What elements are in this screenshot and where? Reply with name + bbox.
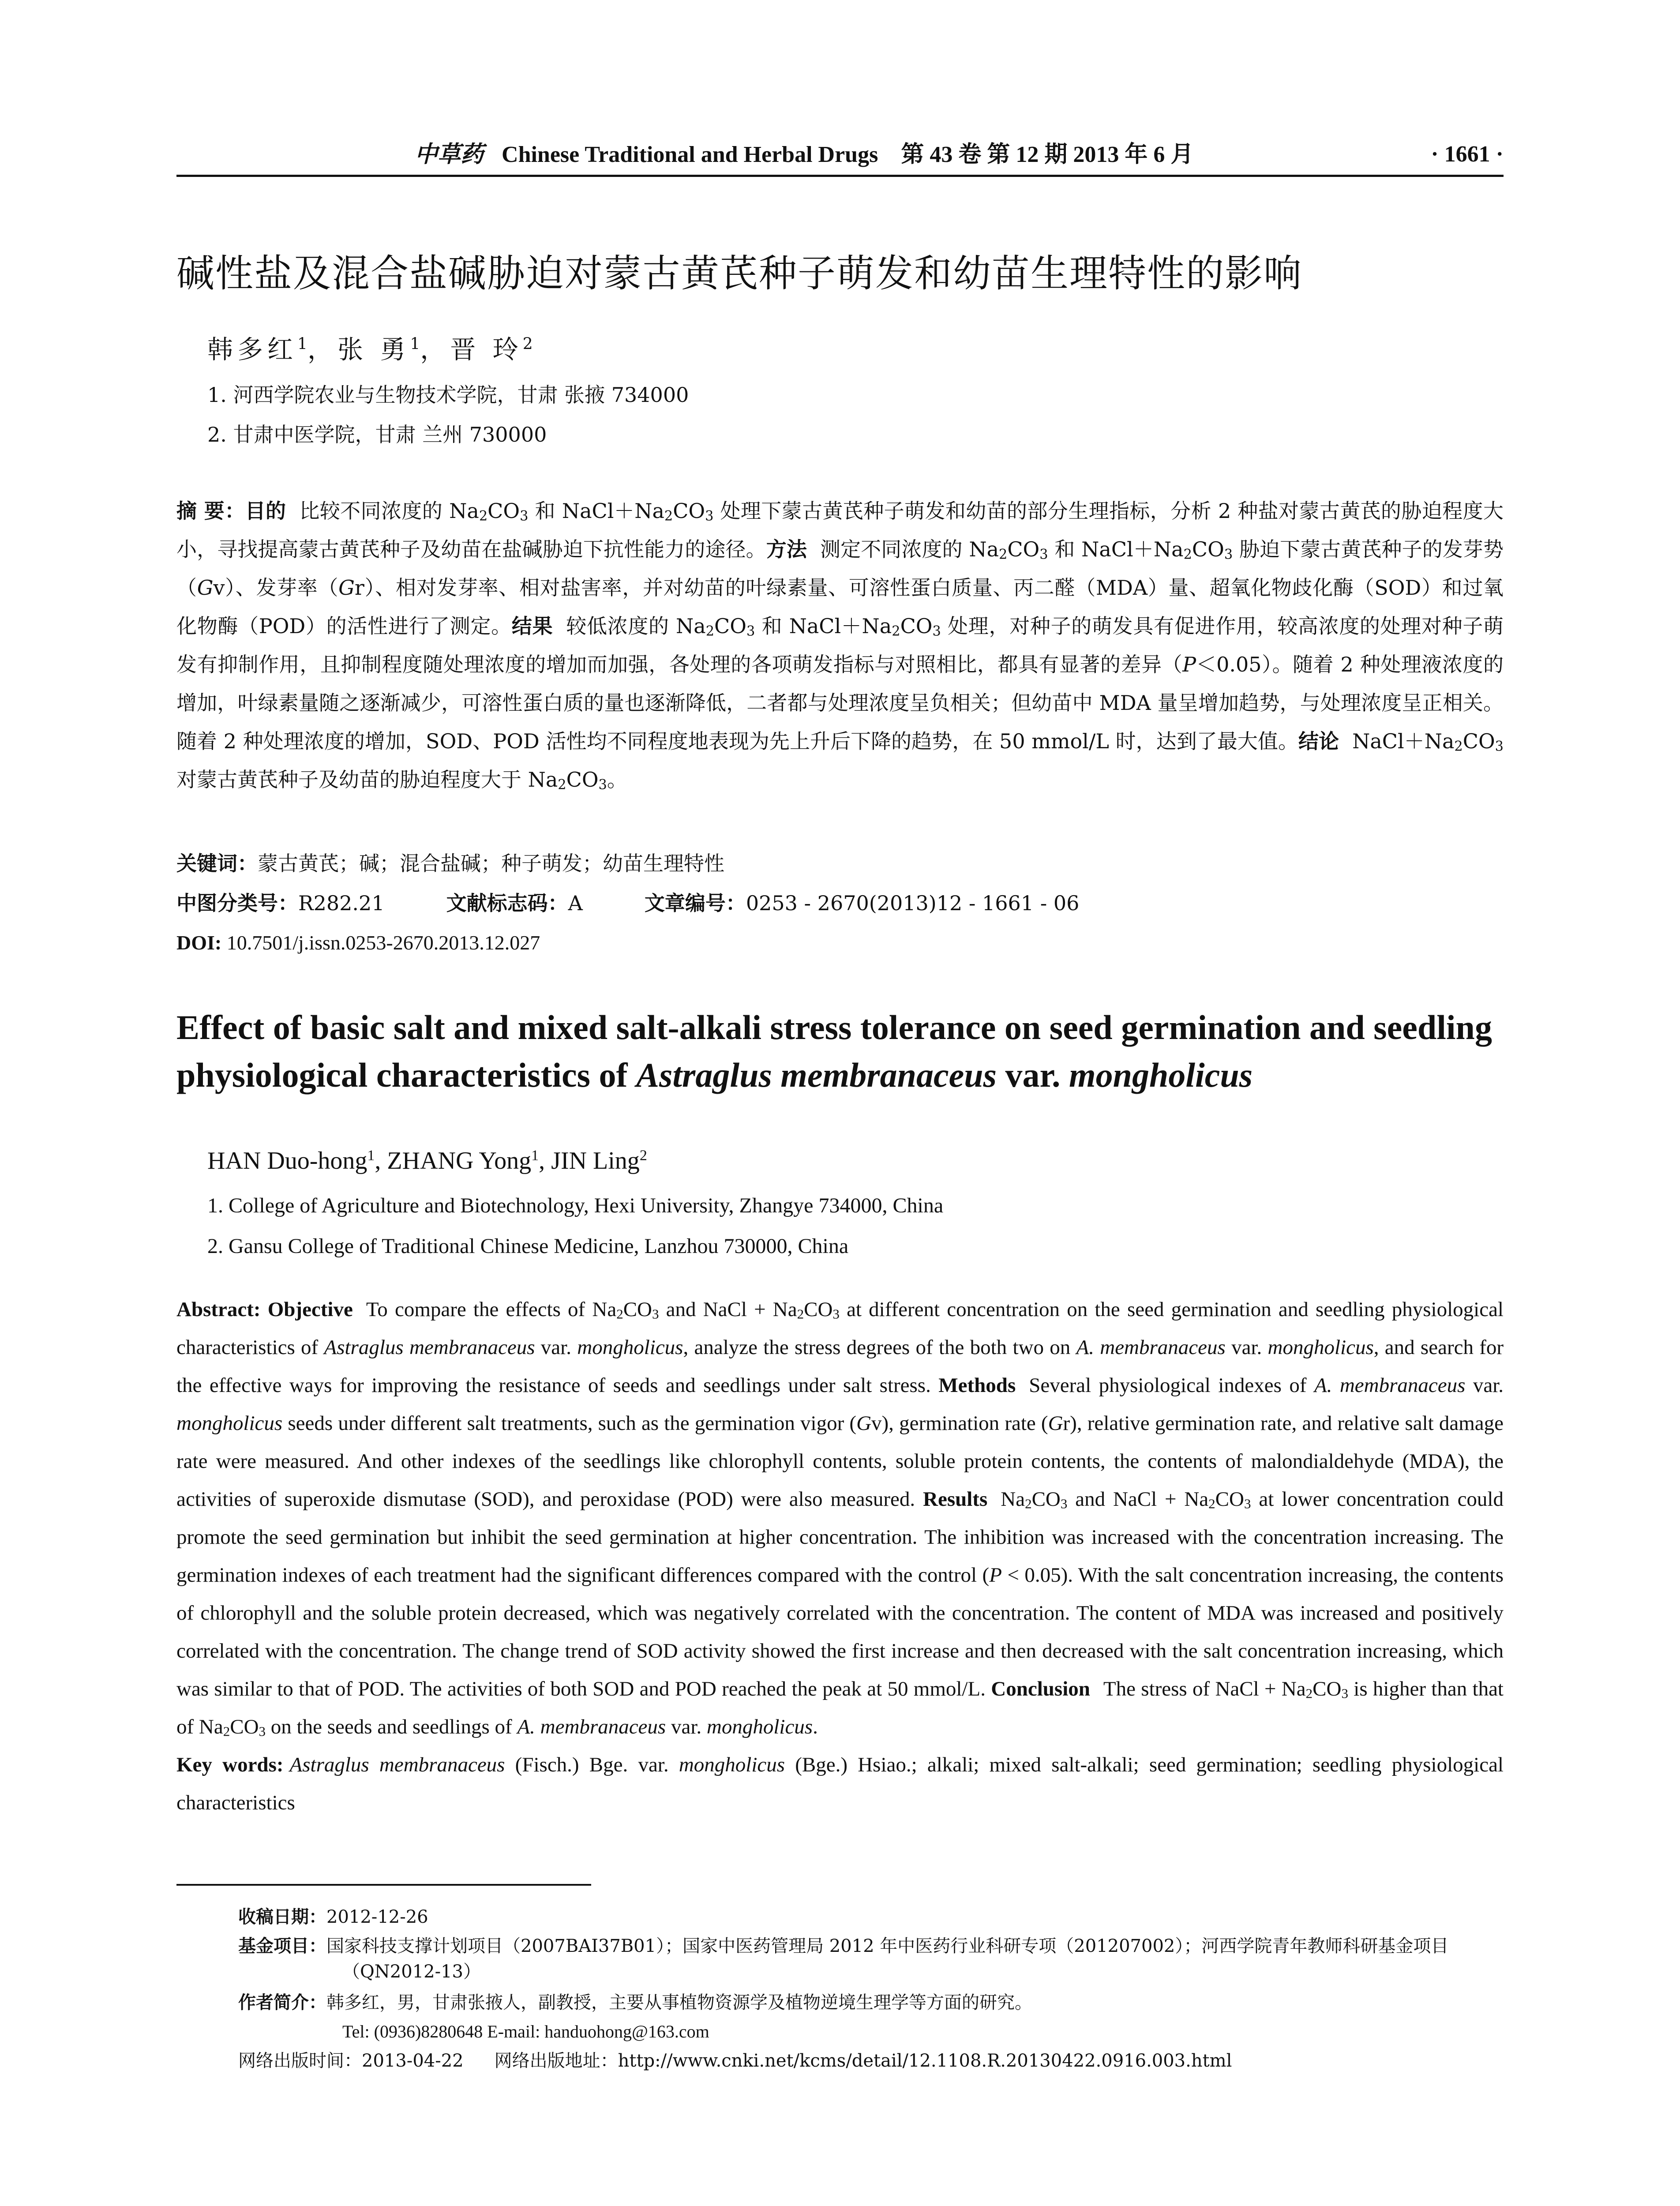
received-label: 收稿日期： [238, 1907, 326, 1927]
variety-name: mongholicus [176, 1412, 283, 1435]
footnote-received [238, 1904, 1504, 1930]
subscript: 2 [1305, 1685, 1313, 1701]
abstract-italic: G [1048, 1412, 1063, 1435]
article-number-label: 文章编号： [644, 891, 746, 915]
abstract-text: < 0.05). With the salt concentration increasing, the contents of chlorophyll and the soluble protein decreased, which was negatively correlated with the concentration. The content of MDA was increased and positively correlated with the concentration. The change trend of SOD activity showed the first increase and then decreased with the salt concentration increasing, which was similar to that of POD. The activities of both SOD and POD reached the peak at 50 mmol/L. [176, 1564, 1504, 1700]
keywords-cn [176, 849, 724, 878]
abstract-text: and NaCl + Na [1067, 1488, 1209, 1511]
abstract-text: 胁迫下蒙古黄芪种子的发芽势（ [176, 537, 1504, 600]
conclusion-label: 结论 [1298, 729, 1339, 753]
subscript: 2 [1454, 739, 1463, 754]
author-affiliation-mark: 1 [297, 335, 308, 353]
objective-label: 目的 [245, 499, 286, 523]
journal-cn-name: 中草药 [415, 141, 484, 168]
abstract-text: CO [1312, 1677, 1342, 1700]
abstract-text: v）、发芽率（ [213, 576, 339, 600]
title-en-text: Effect of basic salt and mixed salt-alkali stress tolerance on seed germination and seedling physiological characteristics of [176, 1008, 1492, 1094]
abstract-text: 和 NaCl＋Na [755, 614, 892, 638]
keywords-cn-label: 关键词： [176, 852, 258, 875]
abstract-italic: G [197, 576, 214, 600]
subscript: 2 [558, 777, 566, 793]
abstract-text: 处理，对种子的萌发具有促进作用，较高浓度的处理对种子萌发有抑制作用，且抑制程度随处理浓度的增加而加强，各处理的各项萌发指标与对照相比，都具有显著的差异（ [176, 614, 1504, 676]
header-rule [176, 175, 1504, 177]
species-name: A. membranaceus [1076, 1336, 1226, 1359]
classification-line [176, 889, 1079, 917]
subscript: 2 [1025, 1496, 1032, 1512]
abstract-text: To compare the effects of Na [366, 1298, 617, 1321]
subscript: 2 [892, 623, 900, 639]
abstract-text: v), germination rate ( [871, 1412, 1048, 1435]
abstract-italic: P [989, 1564, 1002, 1587]
journal-line [415, 140, 1193, 169]
author-en: HAN Duo-hong [207, 1147, 368, 1174]
journal-en-name: Chinese Traditional and Herbal Drugs [502, 142, 878, 167]
bio-label: 作者简介： [238, 1992, 326, 2013]
abstract-text: , and search for the effective ways for improving the resistance of seeds and seedlings under salt stress. [176, 1336, 1504, 1397]
conclusion-label-en: Conclusion [991, 1677, 1090, 1700]
abstract-text: CO [1192, 537, 1224, 561]
affiliation-en: 2. Gansu College of Traditional Chinese Medicine, Lanzhou 730000, China [207, 1234, 849, 1258]
title-en-species: Astraglus membranaceus [636, 1056, 997, 1094]
abstract-en-label: Abstract: Objective [176, 1298, 353, 1321]
page-number: · 1661 · [1431, 142, 1504, 167]
affiliation-en: 1. College of Agriculture and Biotechnology, Hexi University, Zhangye 734000, China [207, 1194, 944, 1217]
abstract-text: 测定不同浓度的 Na [820, 537, 999, 561]
article-number-value: 0253 - 2670(2013)12 - 1661 - 06 [746, 891, 1080, 915]
subscript: 2 [223, 1723, 230, 1739]
subscript: 2 [616, 1306, 623, 1322]
abstract-text: CO [804, 1298, 833, 1321]
author-affiliation-mark: 1 [410, 335, 420, 353]
abstract-text: 比较不同浓度的 Na [299, 499, 479, 523]
abstract-text: seeds under different salt treatments, such as the germination vigor ( [282, 1412, 857, 1435]
fund-text: 国家科技支撑计划项目（2007BAI37B01）；国家中医药管理局 2012 年中医药行业科研专项（201207002）；河西学院青年教师科研基金项目（QN2012-13） [326, 1936, 1449, 1982]
keywords-en-text: (Fisch.) Bge. var. [505, 1753, 679, 1776]
abstract-text: CO [1007, 537, 1040, 561]
abstract-text: ＜0.05）。随着 2 种处理液浓度的增加，叶绿素量随之逐渐减少，可溶性蛋白质的量也逐渐降低，二者都与处理浓度呈负相关；但幼苗中 MDA 量呈增加趋势，与处理浓度呈正相关。随着 2 种处理浓度的增加，SOD、POD 活性均不同程度地表现为先上升后下降的趋势，在 50 mmol/L 时，达到了最大值。 [176, 653, 1504, 753]
received-date: 2012-12-26 [326, 1907, 428, 1927]
subscript: 3 [1039, 547, 1048, 563]
abstract-text: CO [714, 614, 746, 638]
footnote-online [238, 2048, 1504, 2074]
fund-label: 基金项目： [238, 1936, 326, 1956]
abstract-text: 和 NaCl＋Na [1048, 537, 1184, 561]
clc-label: 中图分类号： [176, 891, 298, 915]
subscript: 3 [520, 508, 529, 524]
author-cn: 晋 玲 [450, 334, 523, 364]
abstract-text: and NaCl + Na [659, 1298, 797, 1321]
footnote-bio [238, 1990, 1504, 2015]
abstract-text: var. [535, 1336, 578, 1359]
subscript: 3 [1224, 547, 1233, 563]
abstract-text: The stress of NaCl + Na [1103, 1677, 1306, 1700]
clc-value: R282.21 [298, 891, 385, 915]
abstract-text: var. [666, 1715, 707, 1738]
abstract-text: NaCl＋Na [1352, 729, 1455, 753]
subscript: 3 [705, 508, 714, 524]
abstract-text: 处理下蒙古黄芪种子萌发和幼苗的部分生理指标，分析 2 种盐对蒙古黄芪的胁迫程度大小，寻找提高蒙古黄芪种子及幼苗在盐碱胁迫下抗性能力的途径。 [176, 499, 1504, 561]
abstract-text: CO [230, 1715, 259, 1738]
species-name: Astraglus membranaceus [289, 1753, 505, 1776]
doc-code-label: 文献标志码： [446, 891, 568, 915]
abstract-text: 。 [607, 768, 627, 792]
variety-name: mongholicus [706, 1715, 813, 1738]
abstract-text: Several physiological indexes of [1029, 1374, 1314, 1397]
abstract-cn [176, 492, 1504, 799]
online-time: 2013-04-22 [362, 2051, 464, 2071]
doi-value: 10.7501/j.issn.0253-2670.2013.12.027 [226, 931, 540, 954]
results-label-en: Results [923, 1488, 988, 1511]
abstract-text: at different concentration on the seed germination and seedling physiological characteristics of [176, 1298, 1504, 1359]
footnote-contact: Tel: (0936)8280648 E-mail: handuohong@163.com [342, 2022, 709, 2041]
variety-name: mongholicus [577, 1336, 683, 1359]
abstract-italic: P [1182, 653, 1196, 676]
abstract-en [176, 1291, 1504, 1822]
keywords-en-label: Key words: [176, 1753, 284, 1776]
abstract-text: is higher than that of Na [176, 1677, 1504, 1738]
abstract-text: 和 NaCl＋Na [528, 499, 664, 523]
subscript: 3 [259, 1723, 266, 1739]
author-en: JIN Ling [551, 1147, 640, 1174]
abstract-italic: G [338, 576, 355, 600]
abstract-text: CO [623, 1298, 652, 1321]
online-url-label: 网络出版地址： [494, 2051, 618, 2071]
online-url-link[interactable]: http://www.cnki.net/kcms/detail/12.1108.R.20130422.0916.003.html [618, 2051, 1232, 2071]
abstract-text: CO [1031, 1488, 1061, 1511]
doi-line [176, 929, 540, 957]
doi-label: DOI: [176, 931, 222, 954]
abstract-text: CO [1462, 729, 1495, 753]
abstract-text: on the seeds and seedlings of [266, 1715, 518, 1738]
results-label: 结果 [511, 614, 553, 638]
abstract-text: CO [673, 499, 705, 523]
abstract-text: . [813, 1715, 818, 1738]
abstract-text: var. [1465, 1374, 1504, 1397]
footnote-rule [176, 1884, 591, 1886]
subscript: 3 [932, 623, 941, 639]
subscript: 2 [999, 547, 1008, 563]
abstract-cn-label: 摘 要： [176, 499, 245, 523]
variety-name: mongholicus [1268, 1336, 1374, 1359]
subscript: 3 [598, 777, 607, 793]
subscript: 2 [705, 623, 715, 639]
abstract-text: , analyze the stress degrees of the both two on [683, 1336, 1076, 1359]
keywords-cn-text: 蒙古黄芪；碱；混合盐碱；种子萌发；幼苗生理特性 [258, 852, 724, 875]
online-time-label: 网络出版时间： [238, 2051, 362, 2071]
abstract-text: CO [566, 768, 599, 792]
subscript: 3 [746, 623, 755, 639]
subscript: 2 [664, 508, 673, 524]
abstract-text: r）、相对发芽率、相对盐害率，并对幼苗的叶绿素量、可溶性蛋白质量、丙二醛（MDA）量、超氧化物歧化酶（SOD）和过氧化物酶（POD）的活性进行了测定。 [176, 576, 1504, 638]
abstract-text: 对蒙古黄芪种子及幼苗的胁迫程度大于 Na [176, 768, 558, 792]
author-cn: 韩多红 [207, 334, 298, 364]
species-name: Astraglus membranaceus [324, 1336, 535, 1359]
author-affiliation-mark: 1 [367, 1147, 375, 1164]
subscript: 3 [652, 1306, 659, 1322]
title-en-text: var. [996, 1056, 1069, 1094]
authors-en: HAN Duo-hong$^1$, ZHANG Yong$^1$, JIN Ling$^2$ [207, 1147, 647, 1174]
author-en: ZHANG Yong [387, 1147, 532, 1174]
subscript: 2 [1183, 547, 1192, 563]
subscript: 3 [1495, 739, 1504, 754]
abstract-text: at lower concentration could promote the seed germination but inhibit the seed germination at higher concentration. The inhibition was increased with the concentration increasing. The germination indexes of each treatment had the significant differences compared with the control ( [176, 1488, 1504, 1587]
abstract-text: Na [1001, 1488, 1025, 1511]
subscript: 3 [1341, 1685, 1348, 1701]
abstract-italic: G [856, 1412, 872, 1435]
abstract-text: CO [1215, 1488, 1244, 1511]
author-cn: 张 勇 [337, 334, 410, 364]
author-affiliation-mark: 1 [531, 1147, 539, 1164]
subscript: 2 [479, 508, 488, 524]
variety-name: mongholicus [679, 1753, 785, 1776]
affiliation-cn: 1. 河西学院农业与生物技术学院，甘肃 张掖 734000 [207, 383, 689, 407]
abstract-text: var. [1225, 1336, 1268, 1359]
bio-text: 韩多红，男，甘肃张掖人，副教授，主要从事植物资源学及植物逆境生理学等方面的研究。 [326, 1992, 1032, 2013]
abstract-text: CO [900, 614, 933, 638]
keywords-en-text: (Bge.) Hsiao.; alkali; mixed salt-alkali; seed germination; seedling physiological characteristics [176, 1753, 1504, 1814]
journal-issue: 第 43 卷 第 12 期 2013 年 6 月 [901, 142, 1194, 167]
author-affiliation-mark: 2 [522, 335, 533, 353]
abstract-text: CO [488, 499, 520, 523]
authors-cn: 韩多红$^1$，张 勇$^1$，晋 玲$^2$ [207, 334, 533, 364]
subscript: 3 [1060, 1496, 1068, 1512]
author-affiliation-mark: 2 [639, 1147, 647, 1164]
abstract-text: 较低浓度的 Na [566, 614, 706, 638]
doc-code-value: A [568, 891, 583, 915]
title-en [176, 1004, 1504, 1099]
species-name: A. membranaceus [517, 1715, 666, 1738]
footnote-fund [238, 1933, 1504, 1985]
subscript: 3 [1244, 1496, 1251, 1512]
species-name: A. membranaceus [1314, 1374, 1466, 1397]
title-en-variety: mongholicus [1069, 1056, 1253, 1094]
methods-label: 方法 [766, 537, 807, 561]
title-cn: 碱性盐及混合盐碱胁迫对蒙古黄芪种子萌发和幼苗生理特性的影响 [176, 251, 1302, 296]
methods-label-en: Methods [938, 1374, 1016, 1397]
subscript: 2 [797, 1306, 804, 1322]
affiliation-cn: 2. 甘肃中医学院，甘肃 兰州 730000 [207, 423, 547, 446]
subscript: 2 [1208, 1496, 1215, 1512]
abstract-text: r), relative germination rate, and relative salt damage rate were measured. And other indexes of the seedlings like chlorophyll contents, soluble protein contents, the contents of malondialdehyde (MDA), the activities of superoxide dismutase (SOD), and peroxidase (POD) were also measured. [176, 1412, 1504, 1511]
subscript: 3 [832, 1306, 840, 1322]
